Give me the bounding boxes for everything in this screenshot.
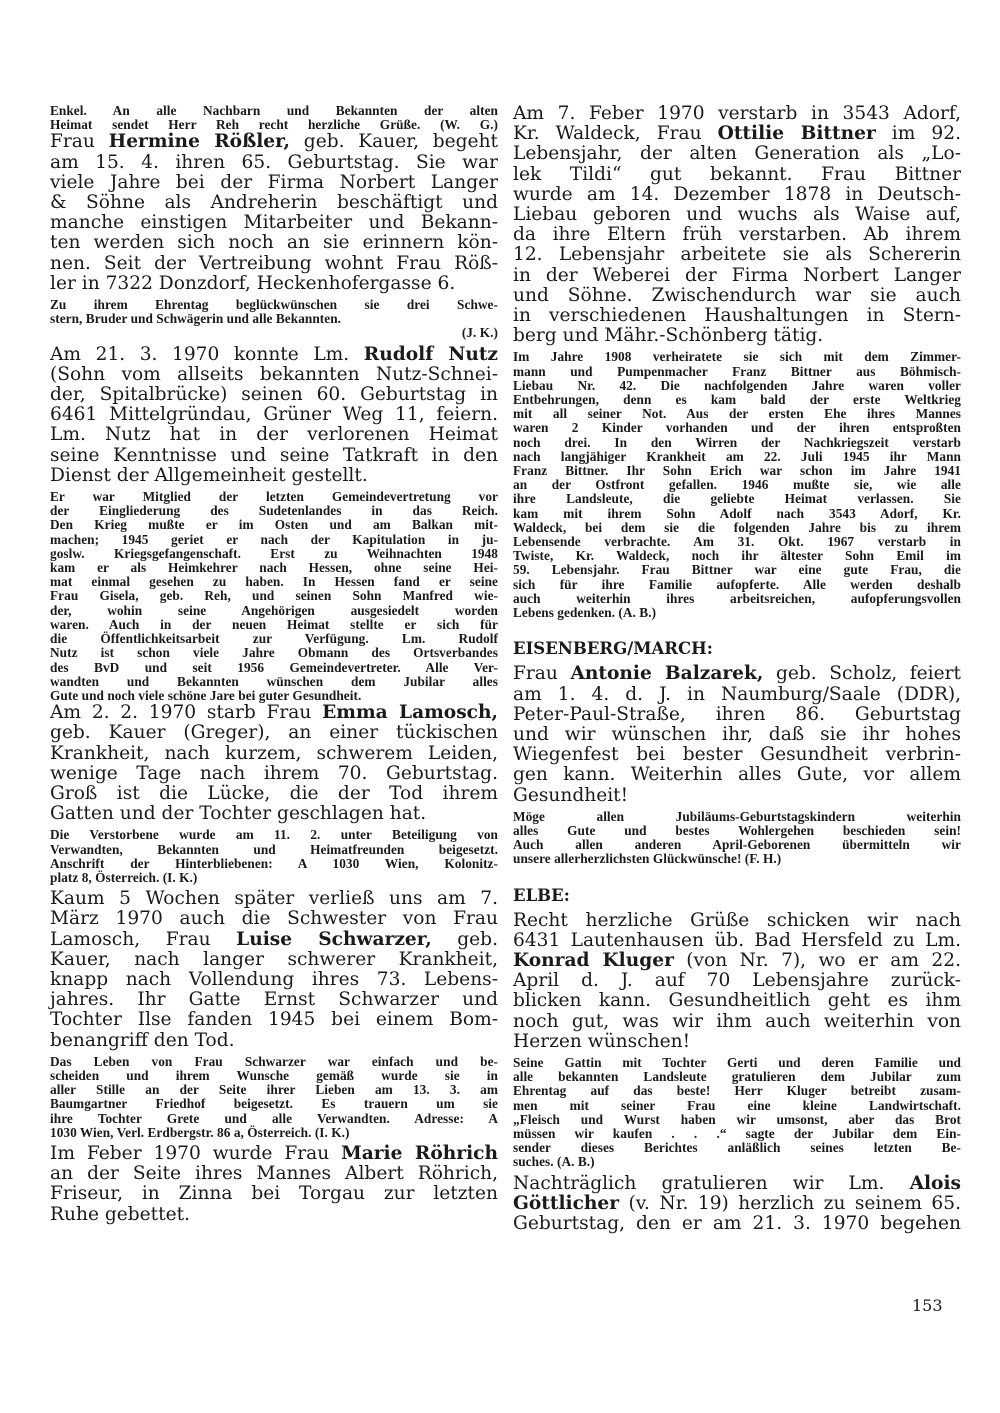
text-line: geb. Kauer (Greger), an einer tückischen: [50, 722, 498, 744]
text-line: der, Spitalbrücke) seinen 60. Geburtstag in: [50, 384, 498, 406]
text-line: kam mit ihrem Sohn Adolf nach 3543 Adorf, Kr.: [513, 505, 961, 521]
text-line: Die Verstorbene wurde am 11. 2. unter Beteiligung von: [50, 827, 498, 843]
article-goettlicher: [513, 1174, 961, 1235]
schwarzer-note: [50, 1055, 498, 1140]
text-line: Gatten und der Tochter geschlagen hat.: [50, 803, 427, 825]
person-name: Hermine Rößler,: [108, 131, 291, 153]
text-line: aller Stille an der Seite ihrer Lieben am 13. 3. am: [50, 1082, 498, 1098]
text-line: Ehrentag auf das beste! Herr Kluger betreibt zusam-: [513, 1083, 961, 1099]
text-line: auch weiterhin ihres arbeitsreichen, aufopferungsvollen: [513, 590, 961, 606]
text-line: 1030 Wien, Verl. Erdbergstr. 86 a, Österreich. (I. K.): [50, 1124, 350, 1140]
spacer: [513, 867, 961, 885]
text-line: Den Krieg mußte er im Osten und am Balkan mit-: [50, 517, 498, 533]
person-name: Rudolf Nutz: [363, 343, 498, 365]
text-line: Liebau Nr. 42. Die nachfolgenden Jahre waren voller: [513, 377, 961, 393]
text-line: am 1. 4. d. J. in Naumburg/Saale (DDR),: [513, 683, 961, 705]
text-line: blicken kann. Gesundheitlich geht es ihm: [513, 990, 961, 1012]
text-line: nach langjähiger Krankheit am 22. Juli 1945 ihr Mann: [513, 448, 961, 464]
bittner-note: [513, 350, 961, 620]
text-line: der, wohin seine Angehörigen ausgesiedelt worden: [50, 602, 498, 618]
text-line: waren 2 Kinder vorhanden und der ihren entsproßten: [513, 420, 961, 436]
text-fragment: geb. Scholz, feiert: [763, 663, 961, 685]
enkel-greeting-block: [50, 104, 498, 132]
text-line: Tochter Ilse fanden 1945 bei einem Bom-: [50, 1009, 498, 1031]
text-fragment: Im Feber 1970 wurde Frau: [50, 1142, 342, 1164]
text-line: Enkel. An alle Nachbarn und Bekannten der alten: [50, 103, 498, 118]
text-line: mit all seiner Not. Aus der ersten Ehe ihres Mannes: [513, 406, 961, 422]
text-line: die Öffentlichkeitsarbeit zur Verfügung. Lm. Rudolf: [50, 631, 498, 647]
text-line: „Fleisch und Wurst haben wir umsonst, aber das Brot: [513, 1111, 961, 1127]
article-schwarzer: [50, 889, 498, 1051]
text-line: stern, Bruder und Schwägerin und alle Bekannten.: [50, 311, 342, 327]
article-nutz: [50, 345, 498, 486]
text-line: viele Jahre bei der Firma Norbert Langer: [50, 171, 498, 193]
text-line: [50, 930, 498, 950]
text-line: Lebens gedenken. (A. B.): [513, 605, 657, 621]
text-fragment: Nachträglich gratulieren wir Lm.: [513, 1172, 910, 1194]
person-name: Marie Röhrich: [341, 1142, 498, 1164]
text-line: suches. (A. B.): [513, 1154, 595, 1170]
text-line: Friseur, in Zinna bei Torgau zur letzten: [50, 1183, 498, 1205]
text-line: wandten und Bekannten wünschen dem Jubilar alles: [50, 673, 498, 689]
article-bittner: [513, 104, 961, 346]
text-line: sich für ihre Familie aufopferte. Alle werden deshalb: [513, 576, 961, 592]
text-line: noch drei. In den Wirren der Nachkriegszeit verstarb: [513, 434, 961, 450]
text-line: machen; 1945 geriet er nach der Kapitulation in ju-: [50, 531, 498, 547]
text-line: Anschrift der Hinterbliebenen: A 1030 Wien, Kolonitz-: [50, 855, 498, 871]
text-line: in verschiedenen Haushaltungen in Stern-: [513, 305, 961, 327]
person-name: Alois: [909, 1172, 961, 1194]
text-line: Entbehrungen, denn es kam bald der erste Weltkrieg: [513, 392, 961, 408]
text-line: an der Seite ihres Mannes Albert Röhrich,: [50, 1163, 498, 1185]
person-name: Emma Lamosch,: [322, 702, 498, 724]
text-line: platz 8, Österreich. (I. K.): [50, 869, 198, 885]
person-name: Ottilie Bittner: [717, 123, 876, 145]
text-line: sender dieses Berichtes anläßlich seines letzten Be-: [513, 1140, 961, 1156]
text-fragment: Frau: [50, 131, 109, 153]
section-heading-eisenberg: EISENBERG/MARCH:: [513, 639, 713, 659]
text-fragment: (v. Nr. 19) herzlich zu seinem 65.: [619, 1192, 961, 1214]
text-line: Herzen wünschen!: [513, 1030, 691, 1052]
text-line: [50, 703, 498, 723]
text-fragment: Am 21. 3. 1970 konnte Lm.: [50, 343, 364, 365]
text-line: mann und Pumpenmacher Franz Bittner aus Böhmisch-: [513, 363, 961, 379]
person-name: Luise Schwarzer,: [236, 928, 432, 950]
text-line: Lebensende verbrachte. Am 31. Okt. 1967 verstarb in: [513, 534, 961, 550]
text-line: Geburtstag, den er am 21. 3. 1970 begehen: [513, 1212, 961, 1234]
text-line: April d. J. auf 70 Lebensjahre zurück-: [513, 970, 961, 992]
article-kluger: [513, 911, 961, 1052]
text-line: Heimat sendet Herr Reh recht herzliche Grüße. (W. G.): [50, 117, 498, 133]
text-line: des BvD und seit 1956 Gemeindevertreter. Alle Ver-: [50, 659, 498, 675]
roessler-note: [50, 298, 498, 341]
text-line: 6431 Lautenhausen üb. Bad Hersfeld zu Lm.: [513, 929, 961, 951]
text-line: an der Ostfront gefallen. 1946 mußte sie, wie alle: [513, 477, 961, 493]
text-line: März 1970 auch die Schwester von Frau: [50, 908, 498, 930]
text-fragment: Am 2. 2. 1970 starb Frau: [50, 702, 323, 724]
text-line: Das Leben von Frau Schwarzer war einfach und be-: [50, 1053, 498, 1069]
lamosch-note: [50, 828, 498, 885]
text-line: Nutz ist schon viele Jahre Obmann des Ortsverbandes: [50, 645, 498, 661]
text-line: kam er als Heimkehrer nach Hessen, ohne seine Hei-: [50, 560, 498, 576]
text-line: Seine Gattin mit Tochter Gerti und deren Familie und: [513, 1054, 961, 1070]
text-line: ten werden sich noch an sie erinnern kön-: [50, 232, 498, 254]
person-name: Konrad Kluger: [513, 949, 674, 971]
text-line: und wir wünschen ihr, daß sie ihr hohes: [513, 723, 961, 745]
text-line: [50, 132, 498, 152]
text-line: Kauer, nach langer schwerer Krankheit,: [50, 948, 498, 970]
eisenberg-note: [513, 810, 961, 867]
text-line: (Sohn vom allseits bekannten Nutz-Schnei-: [50, 363, 498, 385]
text-line: men mit seiner Frau eine kleine Landwirtschaft.: [513, 1097, 961, 1113]
text-line: noch gut, was wir ihm auch weiterhin von: [513, 1010, 961, 1032]
text-line: & Söhne als Andreherin beschäftigt und: [50, 192, 498, 214]
text-line: nen. Seit der Vertreibung wohnt Frau Röß-: [50, 252, 498, 274]
text-line: Verwandten, Bekannten und Heimatfreunden beigesetzt.: [50, 841, 498, 857]
text-line: seine Kenntnisse und seine Tatkraft in den: [50, 444, 498, 466]
text-line: Twiste, Kr. Waldeck, noch ihr ältester Sohn Emil im: [513, 548, 961, 564]
text-line: Waldeck, bei dem sie die folgenden Jahre bis zu ihrem: [513, 519, 961, 535]
text-line: ihre Landsleute, die geliebte Heimat verlassen. Sie: [513, 491, 961, 507]
text-line: Gesundheit!: [513, 784, 629, 806]
text-line: mat einmal gesehen zu haben. In Hessen fand er seine: [50, 574, 498, 590]
text-line: wenige Tage nach ihrem 70. Geburtstag.: [50, 762, 498, 784]
text-line: da ihre Eltern früh verstarben. Ab ihrem: [513, 224, 961, 246]
text-line: [513, 1174, 961, 1194]
right-column: [513, 104, 961, 1234]
text-line: 12. Lebensjahr arbeitete sie als Schererin: [513, 244, 961, 266]
text-fragment: Kr. Waldeck, Frau: [513, 123, 718, 145]
page-number: 153: [912, 1296, 943, 1315]
text-line: Am 7. Feber 1970 verstarb in 3543 Adorf,: [513, 103, 961, 124]
text-line: Lm. Nutz hat in der verlorenen Heimat: [50, 424, 498, 446]
text-line: Dienst der Allgemeinheit gestellt.: [50, 464, 368, 486]
text-line: gen kann. Weiterhin alles Gute, vor allem: [513, 764, 961, 786]
text-fragment: (von Nr. 7), wo er am 22.: [673, 949, 961, 971]
text-line: alles Gute und bestes Wohlergehen beschieden sein!: [513, 822, 961, 838]
text-line: Frau Gisela, geb. Reh, und seinen Sohn Manfred wie-: [50, 588, 498, 604]
text-line: [50, 345, 498, 365]
text-line: [513, 664, 961, 684]
text-fragment: im 92.: [875, 123, 961, 145]
nutz-note: [50, 490, 498, 703]
text-line: waren. Auch in der neuen Heimat stellte er sich für: [50, 616, 498, 632]
text-fragment: geb. Kauer, begeht: [290, 131, 499, 153]
text-line: ler in 7322 Donzdorf, Heckenhofergasse 6.: [50, 272, 456, 294]
text-fragment: Frau: [513, 663, 571, 685]
text-line: ihre Tochter Grete und alle Verwandten. Adresse: A: [50, 1110, 498, 1126]
text-line: benangriff den Tod.: [50, 1029, 235, 1051]
author-initials: (J. K.): [461, 325, 498, 341]
text-line: berg und Mähr.-Schönberg tätig.: [513, 325, 824, 347]
text-line: in der Weberei der Firma Norbert Langer: [513, 264, 961, 286]
text-line: Liebau geboren und wuchs als Waise auf,: [513, 204, 961, 226]
text-line: Groß ist die Lücke, die der Tod ihrem: [50, 782, 498, 804]
text-line: [513, 951, 961, 971]
text-line: Wiegenfest bei bester Gesundheit verbrin-: [513, 744, 961, 766]
left-column: [50, 104, 498, 1225]
text-line: [513, 1194, 961, 1214]
article-balzarek: [513, 664, 961, 805]
text-line: Möge allen Jubiläums-Geburtstagskindern weiterhin: [513, 808, 961, 824]
text-line: manche einstigen Mitarbeiter und Bekann-: [50, 212, 498, 234]
text-line: Krankheit, nach kurzem, schwerem Leiden,: [50, 742, 498, 764]
text-line: goslw. Kriegsgefangenschaft. Erst zu Weihnachten 1948: [50, 545, 498, 561]
text-line: [513, 124, 961, 144]
text-line: [50, 1144, 498, 1164]
text-line: Er war Mitglied der letzten Gemeindevertretung vor: [50, 489, 498, 505]
text-line: Recht herzliche Grüße schicken wir nach: [513, 909, 961, 931]
text-line: Franz Bittner. Ihr Sohn Erich war schon im Jahre 1941: [513, 463, 961, 479]
text-line: lek Tildi“ gut bekannt. Frau Bittner: [513, 163, 961, 185]
text-line: Peter-Paul-Straße, ihren 86. Geburtstag: [513, 703, 961, 725]
text-line: 59. Lebensjahr. Frau Bittner war eine gute Frau, die: [513, 562, 961, 578]
text-line: alle bekannten Landsleute gratulieren dem Jubilar zum: [513, 1069, 961, 1085]
text-line: Im Jahre 1908 verheiratete sie sich mit dem Zimmer-: [513, 349, 961, 365]
text-line: Kaum 5 Wochen später verließ uns am 7.: [50, 888, 498, 910]
text-fragment: geb.: [431, 928, 498, 950]
article-roehrich: [50, 1144, 498, 1225]
text-line: Zu ihrem Ehrentag beglückwünschen sie drei Schwe-: [50, 297, 498, 313]
text-line: Ruhe gebettet.: [50, 1203, 191, 1225]
text-line: wurde am 14. Dezember 1878 in Deutsch-: [513, 183, 961, 205]
section-heading-elbe: ELBE:: [513, 885, 570, 905]
text-line: Lebensjahr, der alten Generation als „Lo-: [513, 143, 961, 165]
person-name: Göttlicher: [513, 1192, 620, 1214]
text-line: knapp nach Vollendung ihres 73. Lebens-: [50, 968, 498, 990]
text-line: Gute und noch viele schöne Jare bei guter Gesundheit.: [50, 687, 362, 703]
text-line: Auch allen anderen April-Geborenen übermitteln wir: [513, 837, 961, 853]
article-lamosch: [50, 703, 498, 824]
text-line: unsere allerherzlichsten Glückwünsche! (F. H.): [513, 851, 782, 867]
article-roessler: [50, 132, 498, 294]
text-line: am 15. 4. ihren 65. Geburtstag. Sie war: [50, 151, 498, 173]
text-line: 6461 Mittelgründau, Grüner Weg 11, feiern.: [50, 404, 498, 426]
text-line: der Eingliederung des Sudetenlandes in das Reich.: [50, 503, 498, 519]
person-name: Antonie Balzarek,: [570, 663, 764, 685]
text-line: Baumgartner Friedhof beigesetzt. Es trauern um sie: [50, 1096, 498, 1112]
spacer: [513, 620, 961, 638]
kluger-note: [513, 1056, 961, 1170]
text-fragment: Lamosch, Frau: [50, 928, 237, 950]
text-line: jahres. Ihr Gatte Ernst Schwarzer und: [50, 989, 498, 1011]
text-line: und Söhne. Zwischendurch war sie auch: [513, 284, 961, 306]
text-line: müssen wir kaufen . . .“ sagte der Jubilar dem Ein-: [513, 1125, 961, 1141]
text-line: scheiden und ihrem Wunsche gemäß wurde sie in: [50, 1067, 498, 1083]
